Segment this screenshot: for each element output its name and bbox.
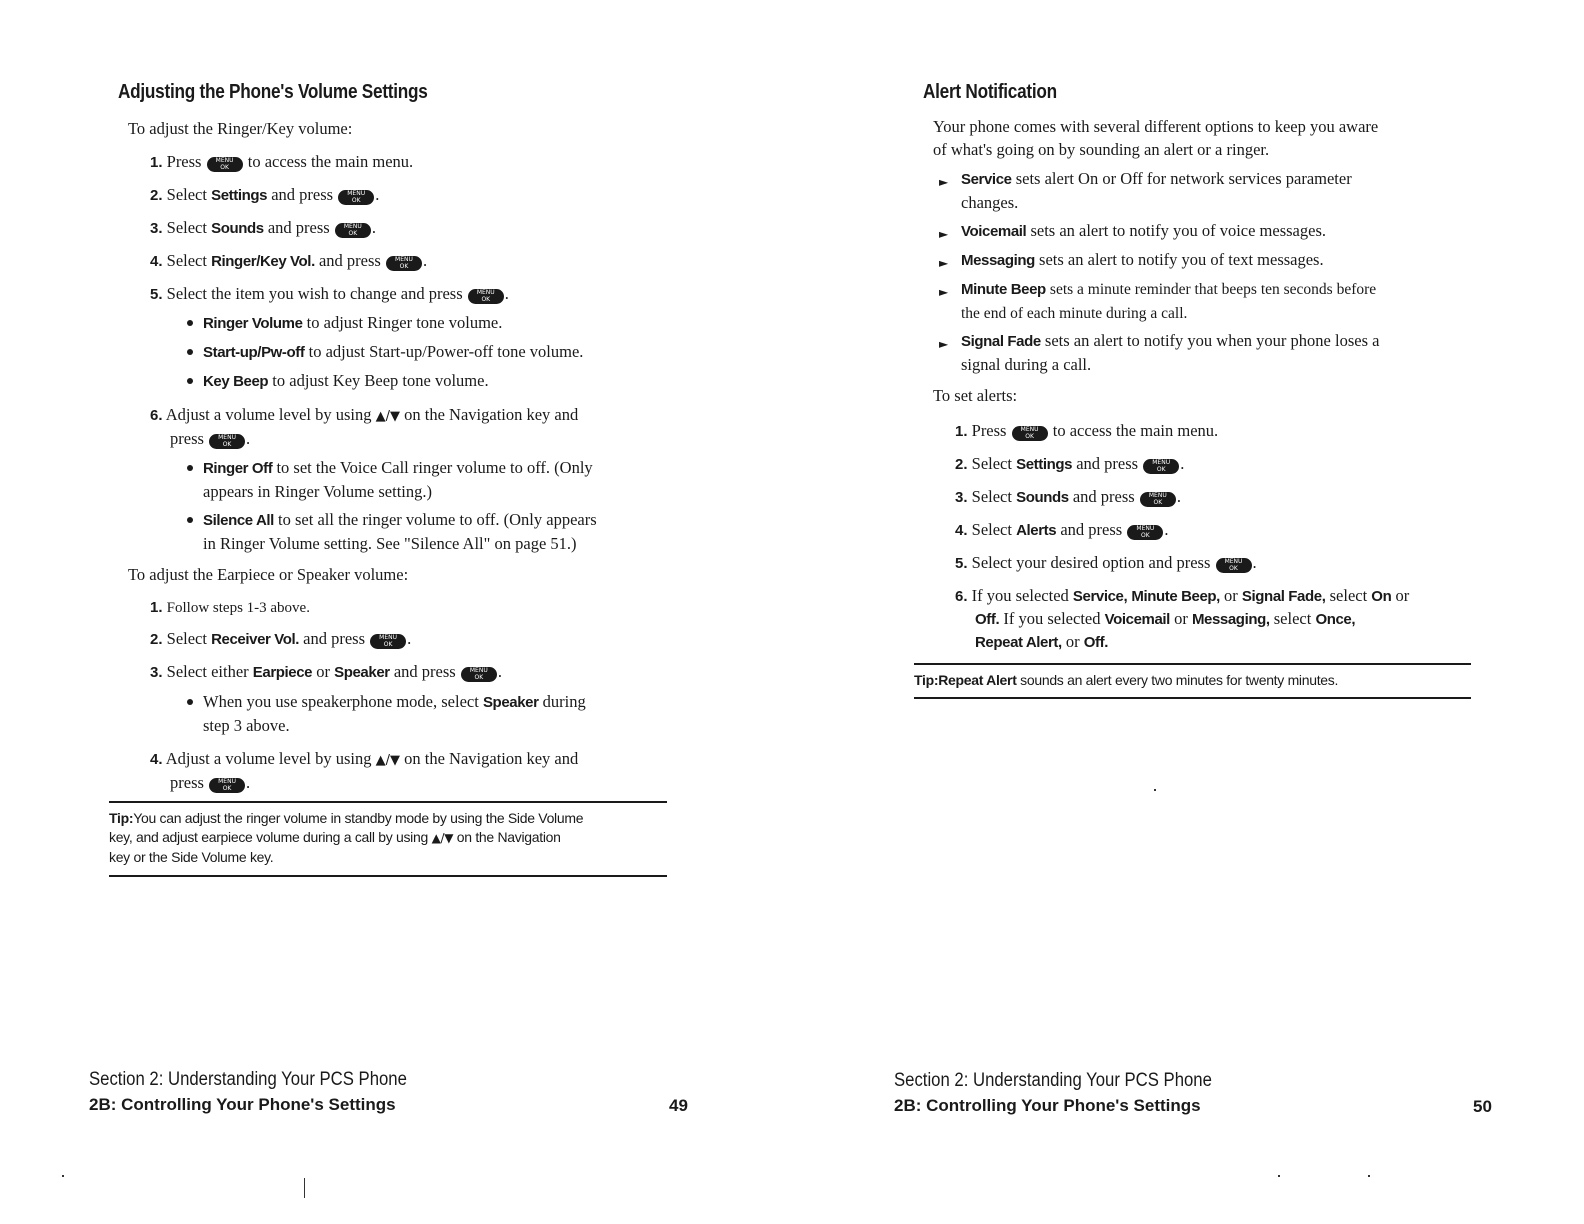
- list-item: ► Signal Fade sets an alert to notify you when your phone loses a signal during a call.: [939, 331, 1380, 374]
- up-down-arrow-icon: ▲/▼: [431, 831, 454, 845]
- menu-ok-key-icon: MENU OK: [1216, 558, 1252, 573]
- scan-mark: [1154, 789, 1156, 791]
- bullet-icon: [187, 378, 193, 384]
- list-item: Ringer Off to set the Voice Call ringer volume to off. (Only appears in Ringer Volume setting.): [203, 456, 593, 503]
- bullet-icon: [187, 349, 193, 355]
- menu-ok-key-icon: MENU OK: [209, 778, 245, 793]
- bullet-icon: [187, 699, 193, 705]
- step-3: 3. Select Sounds and press MENU OK .: [955, 487, 1181, 506]
- scan-mark: [62, 1175, 64, 1177]
- list-item: When you use speakerphone mode, select Speaker during step 3 above.: [203, 690, 586, 737]
- arrow-bullet-icon: ►: [939, 337, 949, 351]
- list-item: ► Service sets alert On or Off for network services parameter changes.: [939, 169, 1352, 212]
- tip-box: [914, 663, 1471, 699]
- arrow-bullet-icon: ►: [939, 256, 949, 270]
- footer-subsection-title: 2B: Controlling Your Phone's Settings: [89, 1095, 396, 1114]
- step-6: 6. Adjust a volume level by using ▲/▼ on the Navigation key and: [150, 405, 579, 424]
- step-4: 4. Adjust a volume level by using ▲/▼ on the Navigation key and: [150, 749, 579, 768]
- bullet-icon: [187, 517, 193, 523]
- intro-text: To set alerts:: [933, 386, 1018, 405]
- step-3: 3. Select Sounds and press MENU OK .: [150, 218, 376, 237]
- footer-section-title: Section 2: Understanding Your PCS Phone: [894, 1070, 1212, 1091]
- menu-ok-key-icon: MENU OK: [1143, 459, 1179, 474]
- step-6-continued: Off. If you selected Voicemail or Messaging, select Once,: [975, 609, 1356, 628]
- right-page: [792, 0, 1584, 1224]
- step-2: 2. Select Receiver Vol. and press MENU OK .: [150, 629, 412, 648]
- step-1: 1. Press MENU OK to access the main menu.: [150, 152, 414, 171]
- scan-mark: [1368, 1175, 1370, 1177]
- step-5: 5. Select the item you wish to change and press MENU OK .: [150, 284, 509, 303]
- page-heading: Alert Notification: [923, 81, 1057, 103]
- page-number: 50: [1473, 1097, 1492, 1116]
- page-number: 49: [669, 1096, 688, 1115]
- menu-ok-key-icon: MENU OK: [1127, 525, 1163, 540]
- tip-text: Tip:Repeat Alert sounds an alert every two minutes for twenty minutes.: [914, 672, 1339, 688]
- list-item: Start-up/Pw-off to adjust Start-up/Power-off tone volume.: [203, 340, 583, 364]
- menu-ok-key-icon: MENU OK: [207, 157, 243, 172]
- up-down-arrow-icon: ▲/▼: [375, 753, 401, 768]
- step-1: 1. Follow steps 1-3 above.: [150, 599, 310, 616]
- step-2: 2. Select Settings and press MENU OK .: [150, 185, 380, 204]
- menu-ok-key-icon: MENU OK: [209, 434, 245, 449]
- step-6-continued: Repeat Alert, or Off.: [975, 632, 1109, 651]
- list-item: Key Beep to adjust Key Beep tone volume.: [203, 369, 489, 393]
- bullet-icon: [187, 465, 193, 471]
- footer-section-title: Section 2: Understanding Your PCS Phone: [89, 1069, 407, 1090]
- scan-mark: [1278, 1175, 1280, 1177]
- arrow-bullet-icon: ►: [939, 175, 949, 189]
- menu-ok-key-icon: MENU OK: [468, 289, 504, 304]
- up-down-arrow-icon: ▲/▼: [375, 409, 401, 424]
- menu-ok-key-icon: MENU OK: [1012, 426, 1048, 441]
- menu-ok-key-icon: MENU OK: [335, 223, 371, 238]
- intro-text: To adjust the Earpiece or Speaker volume:: [128, 565, 409, 584]
- step-1: 1. Press MENU OK to access the main menu.: [955, 421, 1219, 440]
- step-6: 6. If you selected Service, Minute Beep, or Signal Fade, select On or: [955, 586, 1410, 605]
- list-item: ► Minute Beep sets a minute reminder that beeps ten seconds before the end of each minute during a call.: [939, 281, 1377, 322]
- bullet-icon: [187, 320, 193, 326]
- menu-ok-key-icon: MENU OK: [338, 190, 374, 205]
- menu-ok-key-icon: MENU OK: [386, 256, 422, 271]
- step-6-continued: press MENU OK .: [170, 429, 251, 448]
- intro-text: To adjust the Ringer/Key volume:: [128, 119, 353, 138]
- step-4-continued: press MENU OK .: [170, 773, 251, 792]
- arrow-bullet-icon: ►: [939, 285, 949, 299]
- tip-box: [109, 801, 667, 877]
- list-item: Silence All to set all the ringer volume to off. (Only appears in Ringer Volume setting. See "Silence All" on page 51.): [203, 508, 597, 555]
- step-3: 3. Select either Earpiece or Speaker and press MENU OK .: [150, 662, 502, 681]
- step-2: 2. Select Settings and press MENU OK .: [955, 454, 1185, 473]
- step-4: 4. Select Alerts and press MENU OK .: [955, 520, 1169, 539]
- scan-mark: [304, 1178, 305, 1198]
- list-item: ► Voicemail sets an alert to notify you of voice messages.: [961, 219, 1326, 243]
- page-heading: Adjusting the Phone's Volume Settings: [118, 81, 428, 103]
- step-4: 4. Select Ringer/Key Vol. and press MENU OK .: [150, 251, 428, 270]
- footer-subsection-title: 2B: Controlling Your Phone's Settings: [894, 1096, 1201, 1115]
- arrow-bullet-icon: ►: [939, 227, 949, 241]
- intro-text: Your phone comes with several different options to keep you aware of what's going on by sounding an alert or a ringer.: [933, 117, 1379, 159]
- menu-ok-key-icon: MENU OK: [1140, 492, 1176, 507]
- menu-ok-key-icon: MENU OK: [370, 634, 406, 649]
- menu-ok-key-icon: MENU OK: [461, 667, 497, 682]
- list-item: Ringer Volume to adjust Ringer tone volume.: [203, 311, 502, 335]
- list-item: ► Messaging sets an alert to notify you of text messages.: [961, 248, 1324, 272]
- tip-text: Tip:You can adjust the ringer volume in standby mode by using the Side Volume key, and adjust earpiece volume during a call by using ▲/▼ on the Navigation key or the Side Volume key.: [109, 810, 584, 865]
- step-5: 5. Select your desired option and press MENU OK .: [955, 553, 1257, 572]
